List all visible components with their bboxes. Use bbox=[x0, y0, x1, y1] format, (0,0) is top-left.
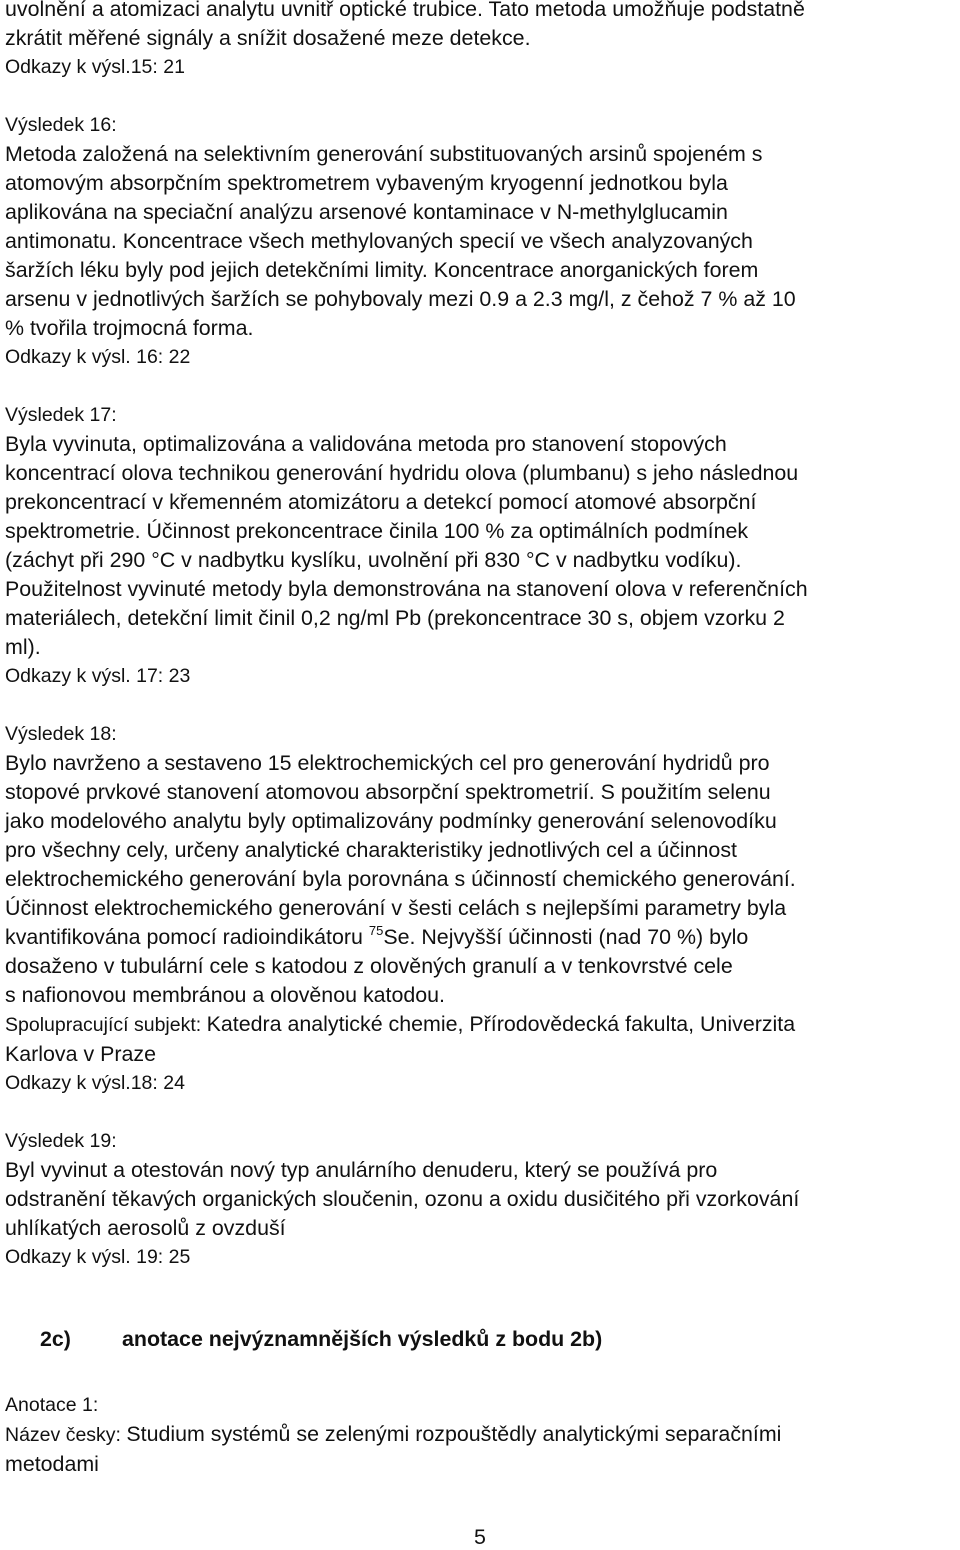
annotation-name-label: Název česky: bbox=[5, 1424, 127, 1446]
section-title: anotace nejvýznamnějších výsledků z bodu 2b) bbox=[122, 1327, 603, 1351]
text-line: Metoda založená na selektivním generování substituovaných arsinů spojeném s bbox=[5, 142, 763, 166]
text-line: pro všechny cely, určeny analytické charakteristiky jednotlivých cel a účinnost bbox=[5, 838, 737, 862]
text-line: jako modelového analytu byly optimalizovány podmínky generování selenovodíku bbox=[5, 809, 777, 833]
text-line: prekoncentrací v křemenném atomizátoru a detekcí pomocí atomové absorpční bbox=[5, 490, 757, 514]
result-19-reference: Odkazy k výsl. 19: 25 bbox=[5, 1246, 191, 1268]
result-19-title: Výsledek 19: bbox=[5, 1130, 117, 1152]
annotation-title: Anotace 1: bbox=[5, 1394, 99, 1416]
text-line: Bylo navrženo a sestaveno 15 elektrochemických cel pro generování hydridů pro bbox=[5, 751, 770, 775]
partner-label: Spolupracující subjekt: bbox=[5, 1014, 207, 1036]
text-line: arsenu v jednotlivých šaržích se pohybovaly mezi 0.9 a 2.3 mg/l, z čehož 7 % až 10 bbox=[5, 287, 796, 311]
text-line: odstranění těkavých organických sloučenin, ozonu a oxidu dusičitého při vzorkování bbox=[5, 1187, 800, 1211]
text-line: aplikována na speciační analýzu arsenové kontaminace v N-methylglucamin bbox=[5, 200, 728, 224]
result-17-title: Výsledek 17: bbox=[5, 404, 117, 426]
section-number: 2c) bbox=[40, 1327, 71, 1351]
text-line: s nafionovou membránou a olověnou katodou. bbox=[5, 983, 446, 1007]
text-line: dosaženo v tubulární cele s katodou z olověných granulí a v tenkovrstvé cele bbox=[5, 954, 733, 978]
result-17 bbox=[5, 401, 955, 691]
result-18-title: Výsledek 18: bbox=[5, 723, 117, 745]
text-line: Byl vyvinut a otestován nový typ anulárního denuderu, který se používá pro bbox=[5, 1158, 718, 1182]
result-15-tail bbox=[5, 0, 955, 82]
text-line: šaržích léku byly pod jejich detekčními limity. Koncentrace anorganických forem bbox=[5, 258, 759, 282]
result-18-reference: Odkazy k výsl.18: 24 bbox=[5, 1072, 185, 1094]
text-line: Karlova v Praze bbox=[5, 1042, 156, 1066]
annotation-1 bbox=[5, 1391, 955, 1479]
text-fragment: kvantifikována pomocí radioindikátoru bbox=[5, 925, 369, 949]
text-line: Účinnost elektrochemického generování v šesti celách s nejlepšími parametry byla bbox=[5, 896, 787, 920]
text-line: materiálech, detekční limit činil 0,2 ng/ml Pb (prekoncentrace 30 s, objem vzorku 2 bbox=[5, 606, 785, 630]
text-line: metodami bbox=[5, 1452, 99, 1476]
text-line: Použitelnost vyvinuté metody byla demonstrována na stanovení olova v referenčních bbox=[5, 577, 808, 601]
text-line: stopové prvkové stanovení atomovou absorpční spektrometrií. S použitím selenu bbox=[5, 780, 771, 804]
text-line: zkrátit měřené signály a snížit dosažené meze detekce. bbox=[5, 26, 531, 50]
text-line: uhlíkatých aerosolů z ovzduší bbox=[5, 1216, 286, 1240]
result-16-reference: Odkazy k výsl. 16: 22 bbox=[5, 346, 191, 368]
text-line: koncentrací olova technikou generování hydridu olova (plumbanu) s jeho následnou bbox=[5, 461, 799, 485]
text-line: elektrochemického generování byla porovnána s účinností chemického generování. bbox=[5, 867, 796, 891]
partner-line bbox=[5, 1010, 955, 1040]
text-fragment: Se. Nejvyšší účinnosti (nad 70 %) bylo bbox=[383, 925, 749, 949]
text-line: % tvořila trojmocná forma. bbox=[5, 316, 254, 340]
text-line-with-superscript bbox=[5, 923, 955, 952]
text-line: uvolnění a atomizaci analytu uvnitř optické trubice. Tato metoda umožňuje podstatně bbox=[5, 0, 805, 21]
text-line: (záchyt při 290 °C v nadbytku kyslíku, uvolnění při 830 °C v nadbytku vodíku). bbox=[5, 548, 742, 572]
result-17-reference: Odkazy k výsl. 17: 23 bbox=[5, 665, 191, 687]
page-number: 5 bbox=[474, 1525, 486, 1549]
result-16-title: Výsledek 16: bbox=[5, 114, 117, 136]
isotope-superscript: 75 bbox=[368, 923, 384, 938]
document-page bbox=[5, 0, 955, 1479]
annotation-name-value: Studium systémů se zelenými rozpouštědly analytickými separačními bbox=[126, 1422, 782, 1446]
section-heading bbox=[40, 1325, 955, 1354]
text-line: atomovým absorpčním spektrometrem vybaveným kryogenní jednotkou byla bbox=[5, 171, 728, 195]
result-19 bbox=[5, 1127, 955, 1272]
result-15-reference: Odkazy k výsl.15: 21 bbox=[5, 56, 185, 78]
annotation-name-line bbox=[5, 1420, 955, 1450]
result-16 bbox=[5, 111, 955, 372]
text-line: spektrometrie. Účinnost prekoncentrace činila 100 % za optimálních podmínek bbox=[5, 519, 749, 543]
text-line: Byla vyvinuta, optimalizována a validována metoda pro stanovení stopových bbox=[5, 432, 727, 456]
text-line: ml). bbox=[5, 635, 41, 659]
partner-value: Katedra analytické chemie, Přírodovědecká fakulta, Univerzita bbox=[206, 1012, 796, 1036]
text-line: antimonatu. Koncentrace všech methylovaných specií ve všech analyzovaných bbox=[5, 229, 753, 253]
result-18 bbox=[5, 720, 955, 1098]
